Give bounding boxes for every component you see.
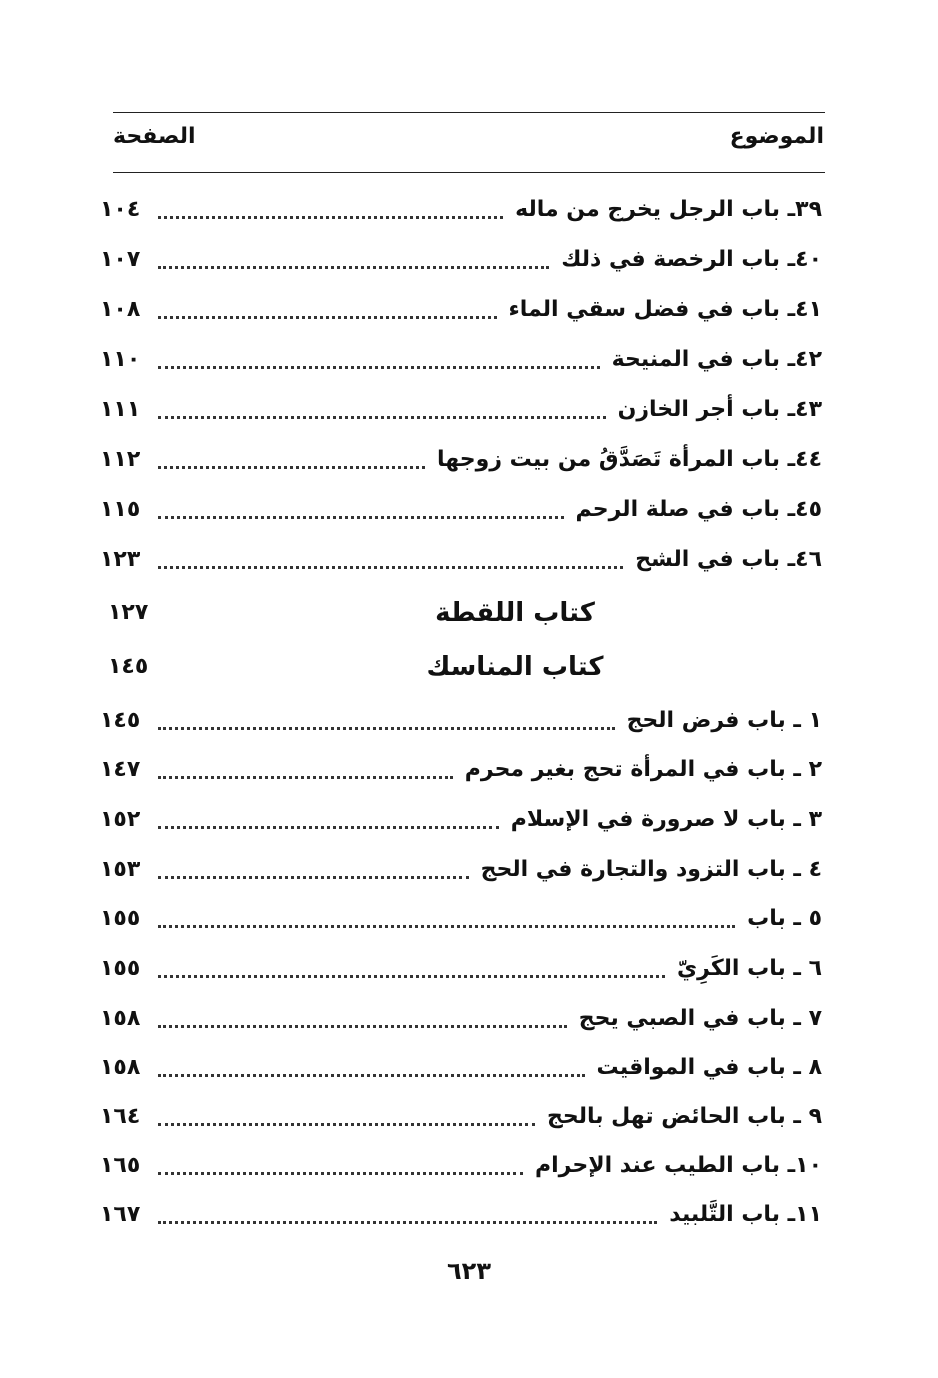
book-title: كتاب المناسك (426, 652, 604, 682)
dot-leader (158, 876, 469, 879)
entry-page: ١٦٥ (100, 1152, 141, 1178)
toc-entry (100, 1096, 822, 1136)
entry-title: ٤٦ـ باب في الشح (635, 546, 822, 572)
toc-entry (100, 1047, 822, 1087)
dot-leader (158, 776, 453, 779)
entry-page: ١٤٧ (100, 756, 141, 782)
toc-entry (100, 799, 822, 839)
dot-leader (158, 516, 564, 519)
entry-page: ١١١ (100, 396, 141, 422)
entry-title: ١١ـ باب التَّلبيد (669, 1201, 822, 1227)
entry-page: ١٠٨ (100, 296, 141, 322)
book-title: كتاب اللقطة (435, 598, 595, 628)
page-number: ٦٢٣ (447, 1257, 491, 1285)
toc-entry (100, 439, 822, 479)
entry-title: ٧ ـ باب في الصبي يحج (578, 1005, 822, 1031)
book-page: ١٢٧ (108, 600, 149, 625)
toc-entry (100, 1145, 822, 1185)
dot-leader (158, 975, 665, 978)
toc-entry (100, 700, 822, 740)
dot-leader (158, 316, 497, 319)
entry-page: ١٦٧ (100, 1201, 141, 1227)
dot-leader (158, 1074, 585, 1077)
book-heading (100, 592, 822, 636)
entry-title: ٢ ـ باب في المرأة تحج بغير محرم (464, 756, 822, 782)
entry-title: ٥ ـ باب (747, 905, 822, 931)
page-column-header: الصفحة (113, 124, 196, 149)
header-rule (113, 172, 825, 173)
dot-leader (158, 925, 735, 928)
toc-entry (100, 749, 822, 789)
topic-column-header: الموضوع (729, 124, 824, 149)
entry-page: ١٠٧ (100, 246, 141, 272)
toc-entry (100, 539, 822, 579)
dot-leader (158, 727, 615, 730)
entry-page: ١٢٣ (100, 546, 141, 572)
entry-page: ١٥٥ (100, 955, 141, 981)
entry-title: ٨ ـ باب في المواقيت (596, 1054, 822, 1080)
toc-entry (100, 489, 822, 529)
dot-leader (158, 466, 425, 469)
entry-title: ٦ ـ باب الكَرِيّ (676, 955, 822, 981)
dot-leader (158, 416, 606, 419)
entry-title: ٤٤ـ باب المرأة تَصَدَّقُ من بيت زوجها (437, 446, 822, 472)
entry-page: ١٦٤ (100, 1103, 141, 1129)
book-heading (100, 646, 822, 690)
entry-title: ١ ـ باب فرض الحج (626, 707, 822, 733)
top-rule (113, 112, 825, 113)
dot-leader (158, 1221, 657, 1224)
entry-title: ٩ ـ باب الحائض تهل بالحج (547, 1103, 822, 1129)
entry-title: ٤ ـ باب التزود والتجارة في الحج (480, 856, 822, 882)
entry-title: ٤٥ـ باب في صلة الرحم (575, 496, 822, 522)
entry-title: ١٠ـ باب الطيب عند الإحرام (535, 1152, 822, 1178)
dot-leader (158, 826, 499, 829)
entry-page: ١٥٢ (100, 806, 141, 832)
entry-page: ١١٢ (100, 446, 141, 472)
entry-title: ٣ ـ باب لا صرورة في الإسلام (510, 806, 822, 832)
dot-leader (158, 566, 623, 569)
entry-page: ١٥٥ (100, 905, 141, 931)
entry-page: ١٥٣ (100, 856, 141, 882)
entry-page: ١١٠ (100, 346, 141, 372)
entry-page: ١١٥ (100, 496, 141, 522)
entry-page: ١٥٨ (100, 1054, 141, 1080)
entry-title: ٣٩ـ باب الرجل يخرج من ماله (515, 196, 822, 222)
book-page: ١٤٥ (108, 654, 149, 679)
entry-page: ١٠٤ (100, 196, 141, 222)
toc-entry (100, 948, 822, 988)
toc-entry (100, 898, 822, 938)
toc-entry (100, 339, 822, 379)
dot-leader (158, 1123, 535, 1126)
toc-entry (100, 189, 822, 229)
dot-leader (158, 1172, 523, 1175)
entry-title: ٤٢ـ باب في المنيحة (611, 346, 822, 372)
entry-title: ٤٠ـ باب الرخصة في ذلك (561, 246, 822, 272)
dot-leader (158, 216, 503, 219)
toc-entry (100, 389, 822, 429)
dot-leader (158, 266, 549, 269)
dot-leader (158, 1025, 567, 1028)
toc-entry (100, 1194, 822, 1234)
entry-page: ١٤٥ (100, 707, 141, 733)
entry-page: ١٥٨ (100, 1005, 141, 1031)
entry-title: ٤٣ـ باب أجر الخازن (617, 396, 822, 422)
toc-entry (100, 849, 822, 889)
toc-entry (100, 239, 822, 279)
toc-entry (100, 289, 822, 329)
dot-leader (158, 366, 600, 369)
toc-entry (100, 998, 822, 1038)
entry-title: ٤١ـ باب في فضل سقي الماء (508, 296, 822, 322)
